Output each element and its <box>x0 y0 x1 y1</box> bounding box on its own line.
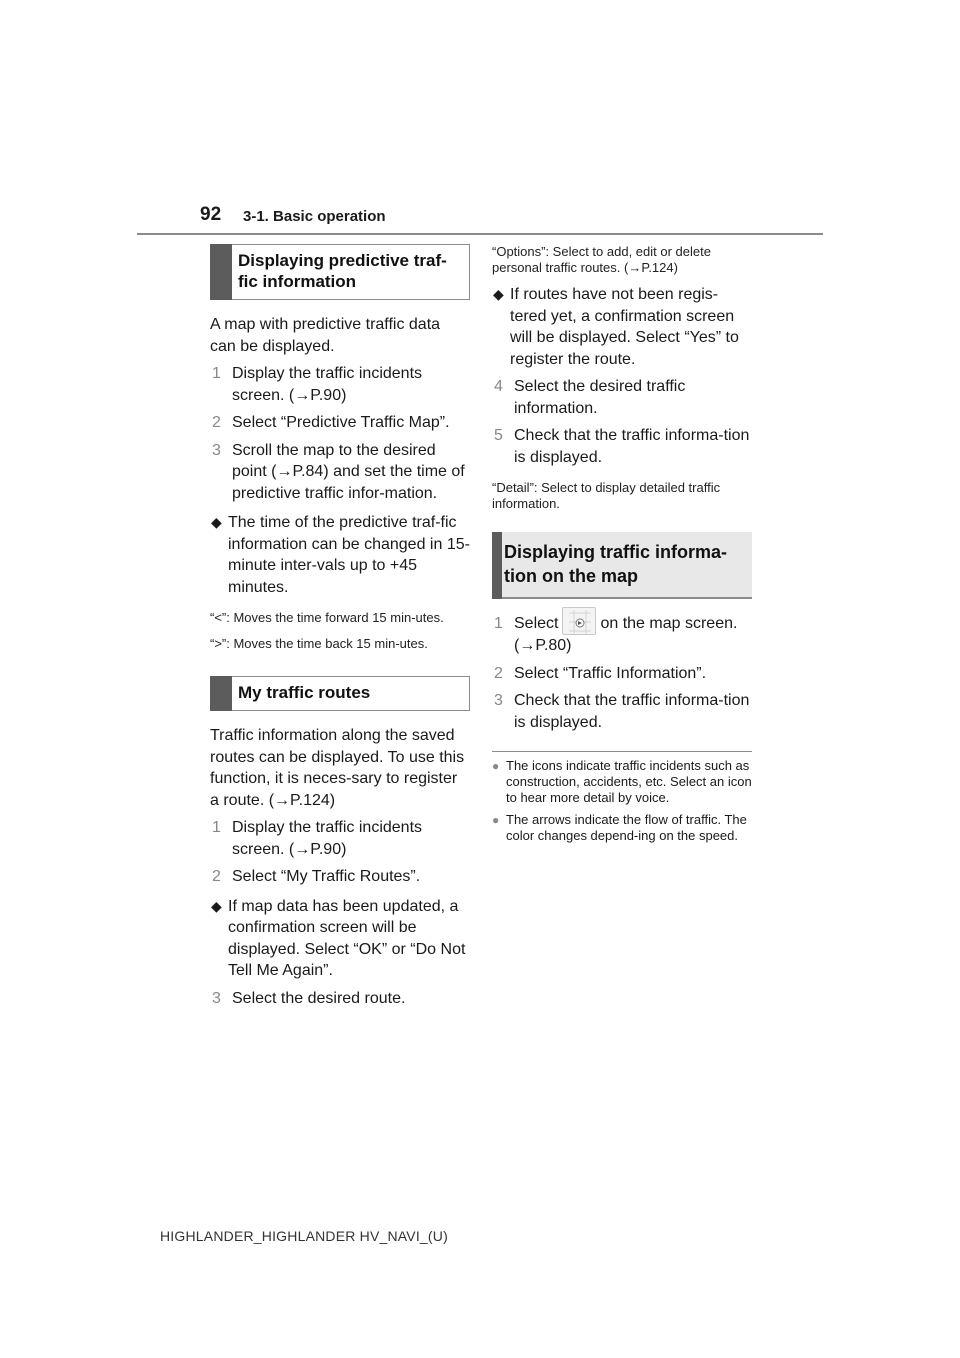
section-heading-traffic-on-map: Displaying traffic informa-tion on the map <box>492 532 752 599</box>
note-forward: “<”: Moves the time forward 15 min-utes. <box>210 610 444 625</box>
note-back: “>”: Moves the time back 15 min-utes. <box>210 636 428 651</box>
predictive-step-3: 3 Scroll the map to the desired point (→P.84) and set the time of predictive traffic infor-mation. <box>212 441 465 502</box>
predictive-intro: A map with predictive traffic data can be displayed. <box>210 316 441 355</box>
routes-step-4: 4 Select the desired traffic information. <box>494 378 686 417</box>
map-step-3: 3 Check that the traffic informa-tion is displayed. <box>494 692 750 731</box>
routes-step-5: 5 Check that the traffic informa-tion is displayed. <box>494 427 750 466</box>
dot-icon: ● <box>492 813 500 827</box>
section-title: 3-1. Basic operation <box>243 208 386 225</box>
predictive-bullet: ◆ The time of the predictive traf-fic information can be changed in 15-minute inter-vals up to +45 minutes. <box>211 514 470 596</box>
routes-register-bullet: ◆ If routes have not been regis-tered yet, a confirmation screen will be displayed. Select “Yes” to register the route. <box>493 286 739 368</box>
routes-step-2: 2 Select “My Traffic Routes”. <box>212 868 421 885</box>
bullet-icon: ◆ <box>211 514 222 530</box>
page-number: 92 <box>200 204 222 225</box>
map-step-1: 1 Select on the map screen. (→P.80) <box>492 613 752 657</box>
routes-intro: Traffic information along the saved routes can be displayed. To use this function, it is neces-sary to register a route. (→P.124) <box>210 727 465 809</box>
footer-text: HIGHLANDER_HIGHLANDER HV_NAVI_(U) <box>160 1228 448 1244</box>
header-rule <box>137 233 823 235</box>
bullet-icon: ◆ <box>211 897 222 914</box>
section-heading-predictive-traffic: Displaying predictive traf-fic information <box>210 244 470 300</box>
map-menu-icon <box>562 607 596 635</box>
section-heading-my-traffic-routes: My traffic routes <box>210 676 470 711</box>
routes-step-3: 3 Select the desired route. <box>212 989 406 1007</box>
bullet-icon: ◆ <box>493 286 504 302</box>
map-step-2: 2 Select “Traffic Information”. <box>494 664 707 682</box>
right-column <box>492 244 752 844</box>
notes-rule <box>492 751 752 752</box>
note-arrows: ● The arrows indicate the flow of traffic. The color changes depend-ing on the speed. <box>492 812 747 843</box>
dot-icon: ● <box>492 759 500 773</box>
routes-step-1: 1 Display the traffic incidents screen. (→P.90) <box>212 819 423 858</box>
predictive-step-2: 2 Select “Predictive Traffic Map”. <box>212 414 450 431</box>
options-note: “Options”: Select to add, edit or delete personal traffic routes. (→P.124) <box>492 244 711 275</box>
predictive-step-1: 1 Display the traffic incidents screen. (→P.90) <box>212 365 423 404</box>
routes-bullet: ◆ If map data has been updated, a confirmation screen will be displayed. Select “OK” or “Do Not Tell Me Again”. <box>211 897 466 979</box>
left-column <box>210 244 470 1009</box>
note-icons: ● The icons indicate traffic incidents such as construction, accidents, etc. Select an icon to hear more detail by voice. <box>492 758 752 805</box>
detail-note: “Detail”: Select to display detailed traffic information. <box>492 480 721 511</box>
